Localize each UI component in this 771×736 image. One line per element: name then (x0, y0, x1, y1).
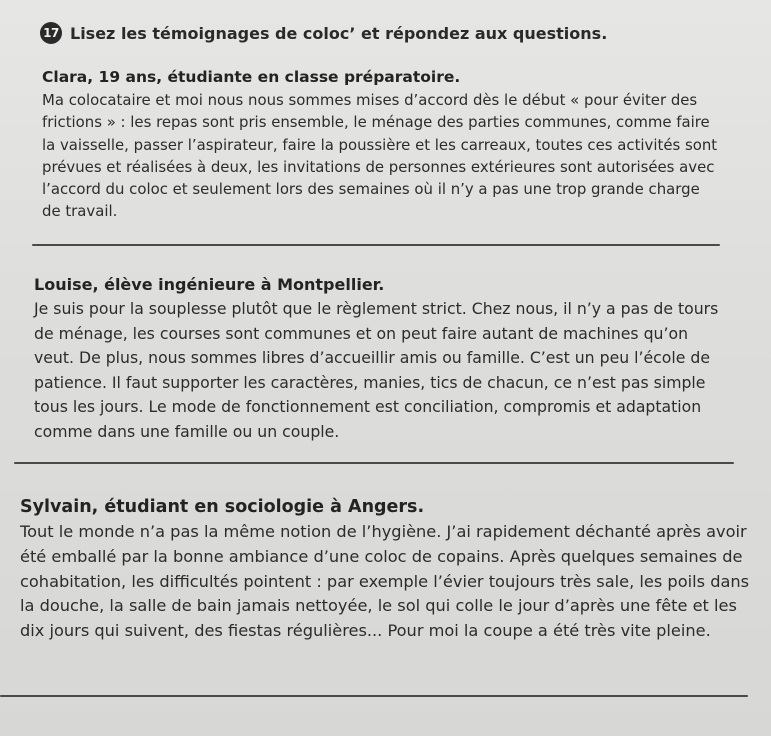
testimony-text: Tout le monde n’a pas la même notion de l’hygiène. J’ai rapidement déchanté après avoir été emballé par la bonne ambiance d’une coloc de copains. Après quelques semaines de cohabitation, les difficultés pointent : par exemple l’évier toujours très sale, les poils dans la douche, la salle de bain jamais nettoyée, le sol qui colle le jour d’après une fête et les dix jours qui suivent, des fiestas régulières... Pour moi la coupe a été très vite pleine. (20, 522, 750, 641)
divider-line (32, 244, 720, 246)
divider-line (14, 462, 734, 464)
testimony-title: Sylvain, étudiant en sociologie à Angers. (20, 497, 425, 517)
testimony-louise (34, 275, 724, 445)
divider-line (0, 695, 748, 697)
exercise-instruction: Lisez les témoignages de coloc’ et répondez aux questions. (70, 23, 608, 43)
exercise-header (40, 22, 607, 44)
exercise-number-badge: 17 (40, 22, 62, 44)
testimony-title: Louise, élève ingénieure à Montpellier. (34, 275, 385, 294)
testimony-text: Ma colocataire et moi nous nous sommes mises d’accord dès le début « pour éviter des frictions » : les repas sont pris ensemble, le ménage des parties communes, comme faire la vaisselle, passer l’aspirateur, faire la poussière et les carreaux, toutes ces activités sont prévues et réalisées à deux, les invitations de personnes extérieures sont autorisées avec l’accord du coloc et seulement lors des semaines où il n’y a pas une trop grande charge de travail. (42, 91, 718, 221)
testimony-clara (42, 68, 722, 223)
testimony-title: Clara, 19 ans, étudiante en classe préparatoire. (42, 68, 461, 86)
testimony-text: Je suis pour la souplesse plutôt que le règlement strict. Chez nous, il n’y a pas de tours de ménage, les courses sont communes et on peut faire autant de machines qu’on veut. De plus, nous sommes libres d’accueillir amis ou famille. C’est un peu l’école de patience. Il faut supporter les caractères, manies, tics de chacun, ce n’est pas simple tous les jours. Le mode de fonctionnement est conciliation, compromis et adaptation comme dans une famille ou un couple. (34, 299, 719, 441)
testimony-sylvain (20, 497, 750, 644)
